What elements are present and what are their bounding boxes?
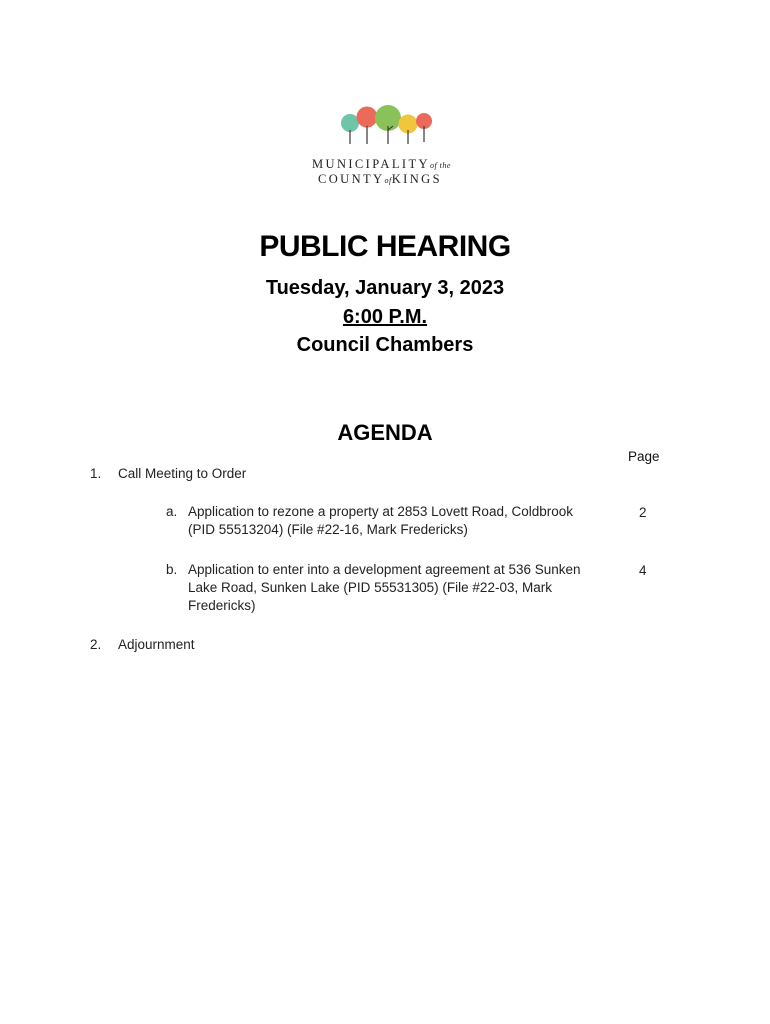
document-title: PUBLIC HEARING: [259, 230, 511, 263]
tree-teal: [341, 114, 359, 132]
agenda-subitem-line: Application to enter into a development agreement at 536 Sunken: [188, 562, 581, 577]
agenda-subitem-line: Lake Road, Sunken Lake (PID 55531305) (File #22-03, Mark: [188, 580, 552, 595]
agenda-subitem-line: Fredericks): [188, 598, 256, 613]
logo-word-municipality: MUNICIPALITY: [312, 157, 430, 171]
page-column-label: Page: [628, 449, 660, 464]
logo-wordmark-line2: [318, 172, 442, 187]
tree-red: [357, 107, 378, 128]
agenda-subitem-page: 4: [639, 563, 647, 578]
agenda-subitem-letter: a.: [166, 504, 178, 519]
agenda-heading: AGENDA: [337, 420, 433, 445]
agenda-item-number: 2.: [90, 637, 102, 652]
agenda-subitem-page: 2: [639, 505, 647, 520]
agenda-item-text: Call Meeting to Order: [118, 466, 247, 481]
municipality-logo-trees: [340, 100, 432, 148]
meeting-venue: Council Chambers: [296, 334, 474, 356]
agenda-subitem-line: (PID 55513204) (File #22-16, Mark Fredericks): [188, 522, 468, 537]
logo-wordmark-line1: [312, 157, 451, 172]
meeting-time: 6:00 P.M.: [342, 306, 428, 328]
agenda-item-number: 1.: [90, 466, 102, 481]
logo-word-of: of: [384, 176, 392, 185]
logo-word-kings: KINGS: [391, 172, 442, 186]
agenda-item-text: Adjournment: [118, 637, 195, 652]
agenda-subitem-line: Application to rezone a property at 2853 Lovett Road, Coldbrook: [188, 504, 573, 519]
logo-word-of-the: of the: [429, 161, 451, 170]
meeting-date: Tuesday, January 3, 2023: [265, 277, 505, 299]
logo-word-county: COUNTY: [318, 172, 385, 186]
agenda-subitem-letter: b.: [166, 562, 178, 577]
